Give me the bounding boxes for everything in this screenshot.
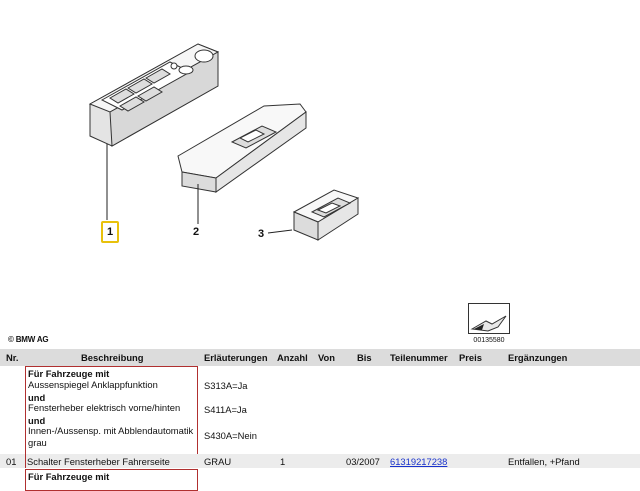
table-header [0,349,640,366]
condition-text: Fensterheber elektrisch vorne/hinten [28,402,181,413]
callout-2[interactable]: 2 [193,226,200,238]
condition-group [25,469,198,491]
col-nr: Nr. [6,352,19,363]
condition-code: S411A=Ja [204,404,247,415]
condition-connector: und [28,415,46,426]
reference-number: 00135580 [473,337,505,344]
col-beschreibung: Beschreibung [81,352,144,363]
part-3-illustration [294,190,358,240]
condition-text: Aussenspiegel Anklappfunktion [28,379,158,390]
col-bis: Bis [357,352,372,363]
part-2-illustration [178,104,306,192]
group-title: Für Fahrzeuge mit [28,368,110,379]
col-ergaenzungen: Ergänzungen [508,352,568,363]
group-title: Für Fahrzeuge mit [28,471,110,482]
condition-group [25,366,198,455]
col-teilenummer: Teilenummer [390,352,448,363]
leader-line-3 [268,230,292,233]
cell-ergaenzungen: Entfallen, +Pfand [508,456,580,467]
col-erlaeuterungen: Erläuterungen [204,352,268,363]
part-number-link[interactable]: 61319217238 [390,456,448,467]
condition-code: S313A=Ja [204,380,248,391]
cell-nr: 01 [6,456,17,467]
col-anzahl: Anzahl [277,352,308,363]
condition-connector: und [28,392,46,403]
cell-anzahl: 1 [280,456,286,467]
cell-bis: 03/2007 [346,456,380,467]
callout-1[interactable]: 1 [101,221,119,243]
col-von: Von [318,352,336,363]
callout-3[interactable]: 3 [258,228,265,240]
part-1-illustration [90,44,218,146]
row-marker [25,454,197,468]
cell-erlaeuterungen: GRAU [204,456,232,467]
col-preis: Preis [459,352,482,363]
copyright-label: © BMW AG [8,335,49,344]
cell-beschreibung: Schalter Fensterheber Fahrerseite [27,456,170,467]
condition-code: S430A=Nein [204,430,257,441]
condition-text-cont: grau [28,437,47,448]
condition-text: Innen-/Aussensp. mit Abblendautomatik [28,425,194,436]
